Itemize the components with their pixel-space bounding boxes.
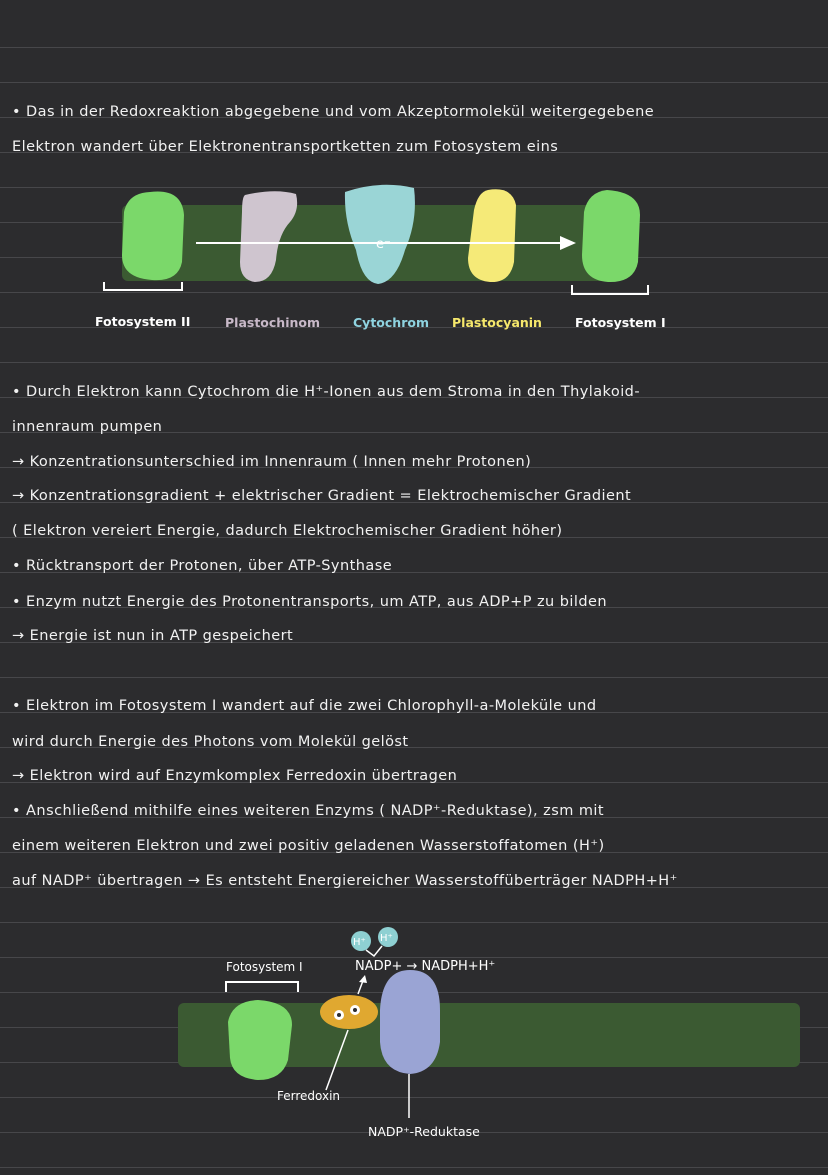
text-line: auf NADP⁺ übertragen → Es entsteht Energiereicher Wasserstoffüberträger NADPH+H⁺: [12, 873, 678, 889]
label-nadp-reduktase: NADP⁺-Reduktase: [368, 1124, 480, 1139]
label-reaction: NADP+ → NADPH+H⁺: [355, 959, 496, 974]
text-line: innenraum pumpen: [12, 419, 163, 435]
up-arrow-head-icon: [359, 975, 367, 983]
label-fotosystem-i: Fotosystem I: [226, 960, 303, 974]
text-line: → Elektron wird auf Enzymkomplex Ferredoxin übertragen: [12, 768, 458, 784]
text-line: → Konzentrationsgradient + elektrischer Gradient = Elektrochemischer Gradient: [12, 488, 632, 504]
fotosystem-i-shape: [228, 1000, 292, 1080]
text-line: • Durch Elektron kann Cytochrom die H⁺-Ionen aus dem Stroma in den Thylakoid-: [12, 384, 641, 400]
text-line: wird durch Energie des Photons vom Molekül gelöst: [12, 734, 409, 750]
text-line: → Energie ist nun in ATP gespeichert: [12, 628, 294, 644]
svg-text:H⁺: H⁺: [353, 937, 366, 948]
text-line: • Anschließend mithilfe eines weiteren Enzyms ( NADP⁺-Reduktase), zsm mit: [12, 803, 605, 819]
bracket-ps1: [226, 982, 298, 992]
label-plastochinon: Plastochinom: [225, 315, 320, 330]
label-cytochrom: Cytochrom: [353, 315, 429, 330]
label-ferredoxin: Ferredoxin: [277, 1089, 341, 1103]
text-line: • Rücktransport der Protonen, über ATP-Synthase: [12, 558, 393, 574]
nadp-reduktase-shape: [380, 970, 440, 1074]
text-line: ( Elektron vereiert Energie, dadurch Elektrochemischer Gradient höher): [12, 523, 563, 539]
label-fotosystem-ii: Fotosystem II: [95, 314, 191, 329]
text-line: → Konzentrationsunterschied im Innenraum ( Innen mehr Protonen): [12, 454, 532, 470]
text-line: Elektron wandert über Elektronentransportketten zum Fotosystem eins: [12, 139, 559, 155]
text-line: • Elektron im Fotosystem I wandert auf die zwei Chlorophyll-a-Moleküle und: [12, 698, 597, 714]
ferredoxin-shape: [320, 995, 378, 1029]
electron-symbol: e⁻: [376, 237, 391, 252]
label-fotosystem-i: Fotosystem I: [575, 315, 666, 330]
text-line: • Das in der Redoxreaktion abgegebene und vom Akzeptormolekül weitergegebene: [12, 104, 655, 120]
text-line: einem weiteren Elektron und zwei positiv geladenen Wasserstoffatomen (H⁺): [12, 838, 605, 854]
svg-text:H⁺: H⁺: [380, 933, 393, 944]
text-line: • Enzym nutzt Energie des Protonentransports, um ATP, aus ADP+P zu bilden: [12, 594, 608, 610]
label-plastocyanin: Plastocyanin: [452, 315, 542, 330]
